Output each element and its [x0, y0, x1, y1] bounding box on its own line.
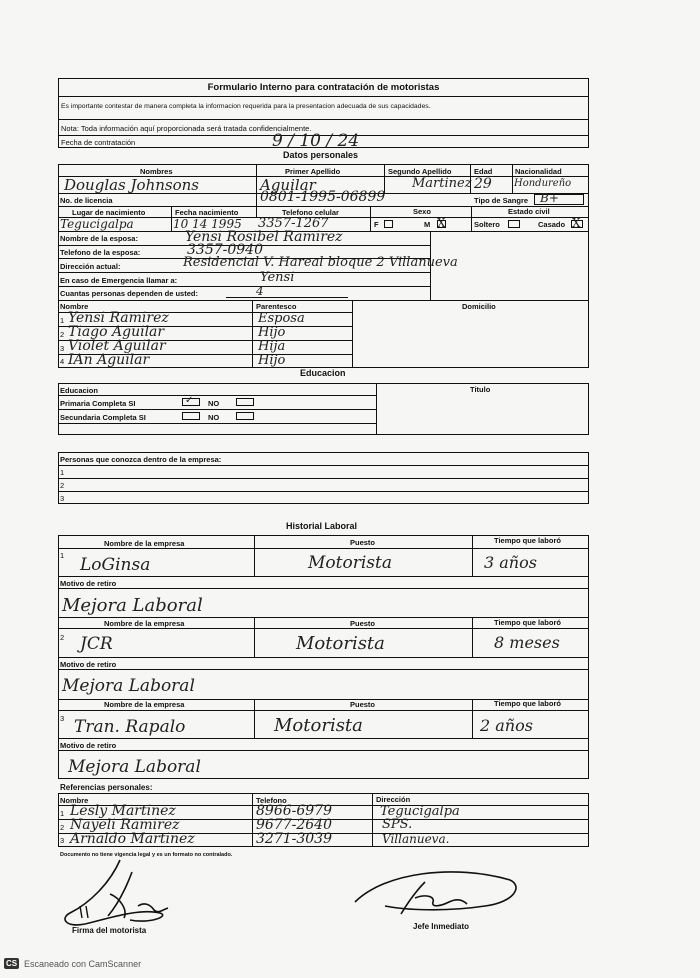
job2-reason: Mejora Laboral: [62, 676, 195, 696]
ref-phone-label: Telefono: [256, 796, 287, 805]
job3-reason: Mejora Laboral: [68, 757, 201, 777]
ref-num-1: 1: [60, 809, 65, 818]
second-surname-label: Segundo Apellido: [388, 167, 452, 176]
education-label: Educacion: [60, 386, 98, 395]
birthdate-value: 10 14 1995: [173, 217, 242, 231]
nationality-value: Hondureño: [514, 178, 572, 189]
dep-domicile-label: Domicilio: [462, 302, 496, 311]
sex-f-label: F: [374, 220, 379, 229]
secondary-si-checkbox[interactable]: [182, 412, 200, 420]
primary-label: Primaria Completa SI: [60, 399, 136, 408]
dep-num-3: 3: [60, 344, 65, 353]
primary-no-checkbox[interactable]: [236, 398, 254, 406]
phone-label: Telefono celular: [282, 208, 339, 217]
first-surname-label: Primer Apellido: [285, 167, 341, 176]
secondary-no-label: NO: [208, 413, 220, 422]
blood-value: B+: [540, 191, 559, 205]
single-label: Soltero: [474, 220, 500, 229]
job2-reason-label: Motivo de retiro: [60, 660, 117, 669]
job1-position: Motorista: [308, 553, 392, 573]
ref-address-1: Tegucigalpa: [380, 804, 460, 819]
work-section-title: Historial Laboral: [286, 521, 358, 531]
personal-section-title: Datos personales: [283, 150, 359, 160]
civil-label: Estado civil: [508, 207, 550, 216]
form-title: Formulario Interno para contratación de motoristas: [207, 82, 440, 93]
birthplace-label: Lugar de nacimiento: [72, 208, 146, 217]
age-value: 29: [474, 176, 492, 192]
job2-position: Motorista: [296, 633, 385, 654]
sex-m-label: M: [424, 220, 431, 229]
secondary-no-checkbox[interactable]: [236, 412, 254, 420]
job3-company-label: Nombre de la empresa: [104, 700, 185, 709]
spouse-value: Yensi Rosibel Ramirez: [185, 229, 343, 245]
hire-date-value: 9 / 10 / 24: [272, 131, 360, 151]
boss-sign-label: Jefe Inmediato: [413, 922, 470, 931]
primary-no-label: NO: [208, 399, 220, 408]
job1-reason: Mejora Laboral: [62, 595, 203, 616]
job2-company: JCR: [80, 634, 113, 654]
ref-phone-2: 9677-2640: [256, 817, 332, 833]
ref-num-2: 2: [60, 823, 65, 832]
dep-name-label: Nombre: [60, 302, 89, 311]
dep-num-4: 4: [60, 357, 65, 366]
job3-time: 2 años: [480, 716, 533, 735]
ref-num-3: 3: [60, 836, 65, 845]
ref-name-3: Arnaldo Martinez: [70, 831, 195, 847]
hire-date-label: Fecha de contratación: [61, 138, 136, 147]
known-people-label: Personas que conozca dentro de la empresa:: [60, 455, 222, 464]
job3-company: Tran. Rapalo: [74, 717, 186, 737]
dep-num-1: 1: [60, 316, 65, 325]
spouse-phone-label: Telefono de la esposa:: [60, 248, 141, 257]
dep-relation-1: Esposa: [258, 311, 305, 326]
job1-num: 1: [60, 551, 65, 560]
ref-name-2: Nayeli Ramirez: [70, 817, 180, 833]
dep-name-3: Violet Aguilar: [68, 338, 166, 354]
education-section-title: Educacion: [300, 368, 346, 378]
dep-relation-label: Parentesco: [256, 302, 297, 311]
job1-position-label: Puesto: [350, 538, 376, 547]
address-label: Dirección actual:: [60, 262, 121, 271]
dep-name-4: IAn Aguilar: [68, 352, 150, 368]
names-label: Nombres: [140, 167, 173, 176]
sex-label: Sexo: [413, 207, 431, 216]
driver-sign-label: Firma del motorista: [72, 926, 147, 935]
job1-time-label: Tiempo que laboró: [494, 536, 561, 545]
second-surname-value: Martinez: [412, 176, 472, 191]
age-label: Edad: [474, 167, 493, 176]
dep-num-2: 2: [60, 330, 65, 339]
ref-address-3: Villanueva.: [382, 832, 450, 846]
names-value: Douglas Johnsons: [64, 176, 199, 194]
camscanner-text: Escaneado con CamScanner: [24, 959, 142, 969]
boss-signature: [345, 862, 525, 922]
blood-label: Tipo de Sangre: [474, 196, 529, 205]
job2-num: 2: [60, 633, 65, 642]
references-title: Referencias personales:: [60, 783, 153, 792]
sex-mark: X: [437, 216, 446, 230]
sex-f-checkbox[interactable]: [384, 220, 393, 228]
married-label: Casado: [538, 220, 566, 229]
nationality-label: Nacionalidad: [515, 167, 562, 176]
job3-position: Motorista: [274, 715, 363, 736]
instructions-text: Es importante contestar de manera completa la informacion requerida para la presentacion adecuada de sus capacidades.: [61, 103, 431, 110]
single-checkbox[interactable]: [508, 220, 520, 228]
job2-time: 8 meses: [494, 633, 560, 652]
spouse-phone-value: 3357-0940: [187, 242, 263, 258]
ref-phone-3: 3271-3039: [256, 831, 332, 847]
title-label: Titulo: [470, 385, 491, 394]
civil-mark: X: [572, 216, 581, 230]
job1-company-label: Nombre de la empresa: [104, 539, 185, 548]
dep-name-2: Tiago Aguilar: [68, 324, 165, 340]
known-row-2: 2: [60, 481, 65, 490]
license-label: No. de licencia: [60, 196, 113, 205]
birthplace-value: Tegucigalpa: [60, 217, 134, 231]
dependents-value: 4: [256, 284, 264, 298]
legal-disclaimer: Documento no tiene vigencia legal y es un formato no contralado.: [60, 852, 233, 858]
camscanner-logo: CS: [6, 959, 18, 968]
ref-name-1: Lesly Martinez: [70, 803, 176, 819]
job1-reason-label: Motivo de retiro: [60, 579, 117, 588]
job3-time-label: Tiempo que laboró: [494, 699, 561, 708]
driver-signature: [50, 858, 180, 933]
job1-time: 3 años: [484, 553, 537, 572]
confidential-note: Nota: Toda información aquí proporcionada será tratada confidencialmente.: [61, 124, 312, 133]
ref-address-2: SPS.: [382, 817, 413, 832]
address-value: Residencial V. Hareal bloque 2 Villanueva: [183, 255, 458, 270]
job3-reason-label: Motivo de retiro: [60, 741, 117, 750]
dep-name-1: Yensi Ramirez: [68, 310, 169, 326]
job1-company: LoGinsa: [80, 555, 151, 575]
phone-value: 3357-1267: [258, 216, 329, 231]
job2-company-label: Nombre de la empresa: [104, 619, 185, 628]
secondary-label: Secundaria Completa SI: [60, 413, 146, 422]
job3-num: 3: [60, 714, 65, 723]
emergency-label: En caso de Emergencia llamar a:: [60, 276, 178, 285]
ref-address-label: Dirección: [376, 795, 411, 804]
known-row-3: 3: [60, 494, 65, 503]
license-value: 0801-1995-06899: [260, 189, 386, 205]
dep-relation-4: Hijo: [258, 353, 286, 368]
known-row-1: 1: [60, 468, 65, 477]
primary-si-mark: ✓: [185, 395, 194, 406]
job2-position-label: Puesto: [350, 619, 376, 628]
dep-relation-2: Hijo: [258, 325, 286, 340]
ref-name-label: Nombre: [60, 796, 89, 805]
emergency-value: Yensi: [260, 270, 295, 285]
ref-phone-1: 8966-6979: [256, 803, 332, 819]
job3-position-label: Puesto: [350, 700, 376, 709]
job2-time-label: Tiempo que laboró: [494, 618, 561, 627]
birthdate-label: Fecha nacimiento: [175, 208, 239, 217]
first-surname-value: Aguilar: [260, 176, 316, 194]
spouse-label: Nombre de la esposa:: [60, 234, 138, 243]
dependents-label: Cuantas personas dependen de usted:: [60, 289, 198, 298]
dep-relation-3: Hija: [258, 339, 286, 354]
